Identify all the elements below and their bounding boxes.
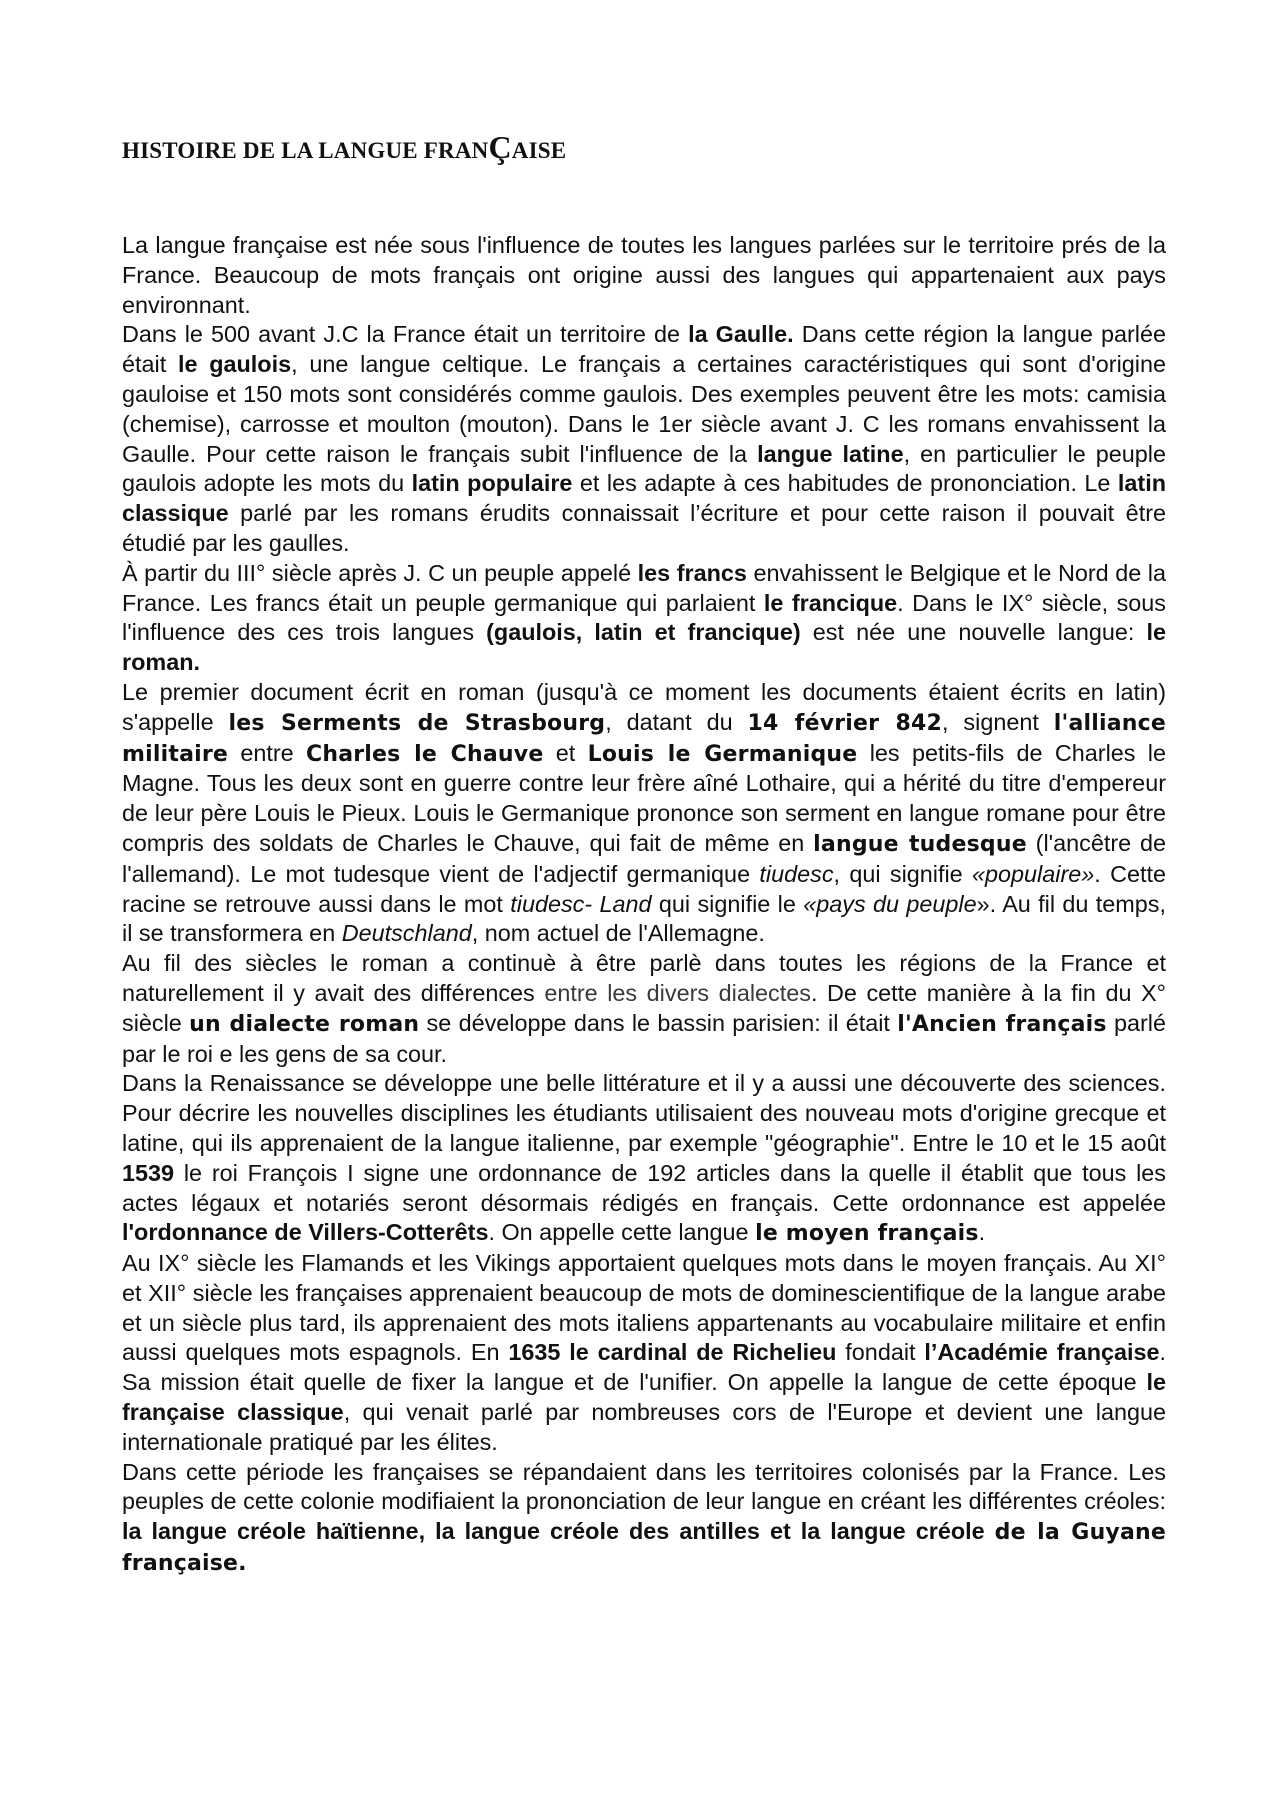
- document-body: [122, 231, 1166, 1579]
- paragraph-3: [122, 559, 1166, 678]
- text-run: le roi François I signe une ordonnance de 192 articles dans la quelle il établit que tous les actes légaux et notariés seront désormais rédigés en français. Cette ordonnance est appelée: [122, 1159, 1166, 1216]
- page-title: [122, 129, 567, 165]
- text-run: qui signifie le: [651, 890, 804, 917]
- bold-text: la Gaulle.: [688, 321, 794, 348]
- text-run: , qui signifie: [833, 860, 973, 887]
- text-run: , signent: [942, 708, 1054, 735]
- bold-text: le francique: [763, 589, 898, 616]
- paragraph-7: [122, 1249, 1166, 1458]
- title-big-letter: Ç: [488, 129, 512, 165]
- bold-text: l’Académie française: [924, 1339, 1160, 1366]
- text-run: , datant du: [605, 708, 748, 735]
- bold-text: (gaulois, latin et francique): [486, 619, 801, 646]
- text-run: . Sa mission était quelle de fixer la langue et de l'unifier. On appelle la langue de cette époque: [122, 1339, 1167, 1396]
- text-run: À partir du III° siècle après J. C un peuple appelé: [122, 559, 638, 586]
- bold-text: latin populaire: [411, 470, 573, 497]
- text-run: envahissent le Belgique et le Nord de la France. Les francs était un peuple germanique qui parlaient: [122, 559, 1166, 616]
- text-run: , nom actuel de l'Allemagne.: [471, 920, 765, 947]
- bold-text: l'alliance militaire: [122, 710, 1166, 767]
- text-run: parlé par les romans érudits connaissait l’écriture et pour cette raison il pouvait être étudié par les gaulles.: [122, 500, 1166, 556]
- paragraph-2: [122, 320, 1166, 558]
- text-run: . On appelle cette langue: [488, 1219, 756, 1246]
- text-run: .: [978, 1219, 986, 1246]
- text-run: (l'ancêtre de l'allemand). Le mot tudesque vient de l'adjectif germanique: [122, 829, 1166, 887]
- text-run: Dans la Renaissance se développe une belle littérature et il y a aussi une découverte des sciences. Pour décrire les nouvelles disciplines les étudiants utilisaient des nouveau mots d'origine grecque et latine, qui ils apprenaient de la langue italienne, par exemple "géographie". Entre le 10 et le 15 août: [122, 1070, 1166, 1156]
- text-run: , en particulier le peuple gaulois adopte les mots du: [122, 440, 1166, 497]
- text-run: Dans cette période les françaises se répandaient dans les territoires colonisés par la France. Les peuples de cette colonie modifiaient la prononciation de leur langue en créant les différentes créoles:: [122, 1458, 1166, 1515]
- bold-text: 1539: [122, 1159, 175, 1186]
- text-run: entre les divers dialectes: [544, 979, 811, 1006]
- bold-text: le gaulois: [177, 351, 292, 378]
- text-run: et: [543, 739, 588, 766]
- text-run: se développe dans le bassin parisien: il était: [419, 1009, 898, 1036]
- text-run: , une langue celtique. Le français a certaines caractéristiques qui sont d'origine gauloise et 150 mots sont considérés comme gaulois. Des exemples peuvent être les mots: camisia (chemise), carrosse et moulton (mouton). Dans le 1er siècle avant J. C les romans envahissent la Gaulle. Pour cette raison le français subit l'influence de la: [122, 351, 1166, 467]
- text-run: Dans cette région la langue parlée était: [122, 321, 1166, 378]
- bold-text: le roman.: [122, 619, 1166, 676]
- bold-text: la langue créole haïtienne, la langue créole des antilles et la langue créole: [122, 1518, 995, 1545]
- title-text: HISTOIRE DE LA LANGUE FRAN: [122, 138, 489, 163]
- italic-text: tiudesc- Land: [510, 890, 652, 917]
- text-run: fondait: [836, 1339, 925, 1366]
- bold-text: 1635 le cardinal de Richelieu: [508, 1339, 837, 1366]
- paragraph-8: [122, 1458, 1166, 1579]
- text-run: . Dans le IX° siècle, sous l'influence des ces trois langues: [122, 589, 1167, 646]
- text-run: Au fil des siècles le roman a continuè à être parlè dans toutes les régions de la France et naturellement il y avait des différences: [122, 950, 1166, 1006]
- bold-text: de la Guyane française.: [122, 1520, 1166, 1577]
- italic-text: «populaire»: [972, 860, 1095, 887]
- bold-text: les Serments de Strasbourg: [228, 710, 606, 736]
- text-run: , qui venait parlé par nombreuses cors de l'Europe et devient une langue internationale pratiqué par les élites.: [122, 1399, 1166, 1455]
- text-run: entre: [228, 739, 306, 766]
- paragraph-5: [122, 949, 1166, 1069]
- italic-text: tiudesc: [759, 860, 834, 887]
- text-run: les petits-fils de Charles le Magne. Tous les deux sont en guerre contre leur frère aîné Lothaire, qui a hérité du titre d'empereur de leur père Louis le Pieux. Louis le Germanique prononce son serment en langue romane pour être compris des soldats de Charles le Chauve, qui fait de même en: [122, 739, 1167, 856]
- bold-text: langue tudesque: [813, 831, 1027, 857]
- text-run: . De cette manière à la fin du X° siècle: [122, 979, 1166, 1036]
- paragraph-4: [122, 678, 1166, 949]
- bold-text: Charles le Chauve: [305, 741, 544, 767]
- text-run: Au IX° siècle les Flamands et les Vikings apportaient quelques mots dans le moyen français. Au XI° et XII° siècle les françaises apprenaient beaucoup de mots de dominescientifique de la langue arabe et un siècle plus tard, ils apprenaient des mots italiens appartenants au vocabulaire militaire et enfin aussi quelques mots espagnols. En: [122, 1250, 1166, 1366]
- text-run: est née une nouvelle langue:: [800, 619, 1147, 646]
- text-run: Le premier document écrit en roman (jusqu'à ce moment les documents étaient écrits en latin) s'appelle: [122, 678, 1166, 735]
- paragraph-1: [122, 231, 1166, 320]
- bold-text: un dialecte roman: [189, 1011, 420, 1037]
- paragraph-6: [122, 1069, 1166, 1249]
- bold-text: l'Ancien français: [897, 1011, 1107, 1037]
- italic-text: Deutschland: [341, 920, 472, 947]
- italic-text: «pays du peuple: [803, 890, 977, 917]
- text-run: . Cette racine se retrouve aussi dans le mot: [122, 860, 1167, 917]
- bold-text: le française classique: [122, 1369, 1166, 1426]
- text-run: et les adapte à ces habitudes de prononciation. Le: [572, 470, 1118, 497]
- text-run: La langue française est née sous l'influence de toutes les langues parlées sur le territoire prés de la France. Beaucoup de mots français ont origine aussi des langues qui appartenaient aux pays environnant.: [122, 232, 1166, 318]
- bold-text: 14 février 842: [747, 710, 943, 736]
- bold-text: l'ordonnance de Villers-Cotterêts: [122, 1219, 489, 1246]
- bold-text: les francs: [637, 559, 747, 586]
- bold-text: latin classique: [122, 470, 1166, 527]
- title-text-end: AISE: [511, 138, 567, 163]
- text-run: Dans le 500 avant J.C la France était un territoire de: [122, 321, 689, 348]
- text-run: ». Au fil du temps, il se transformera en: [122, 890, 1166, 947]
- bold-text: le moyen français: [755, 1221, 979, 1247]
- bold-text: Louis le Germanique: [587, 741, 858, 767]
- text-run: parlé par le roi e les gens de sa cour.: [122, 1009, 1167, 1067]
- bold-text: langue latine: [757, 440, 904, 467]
